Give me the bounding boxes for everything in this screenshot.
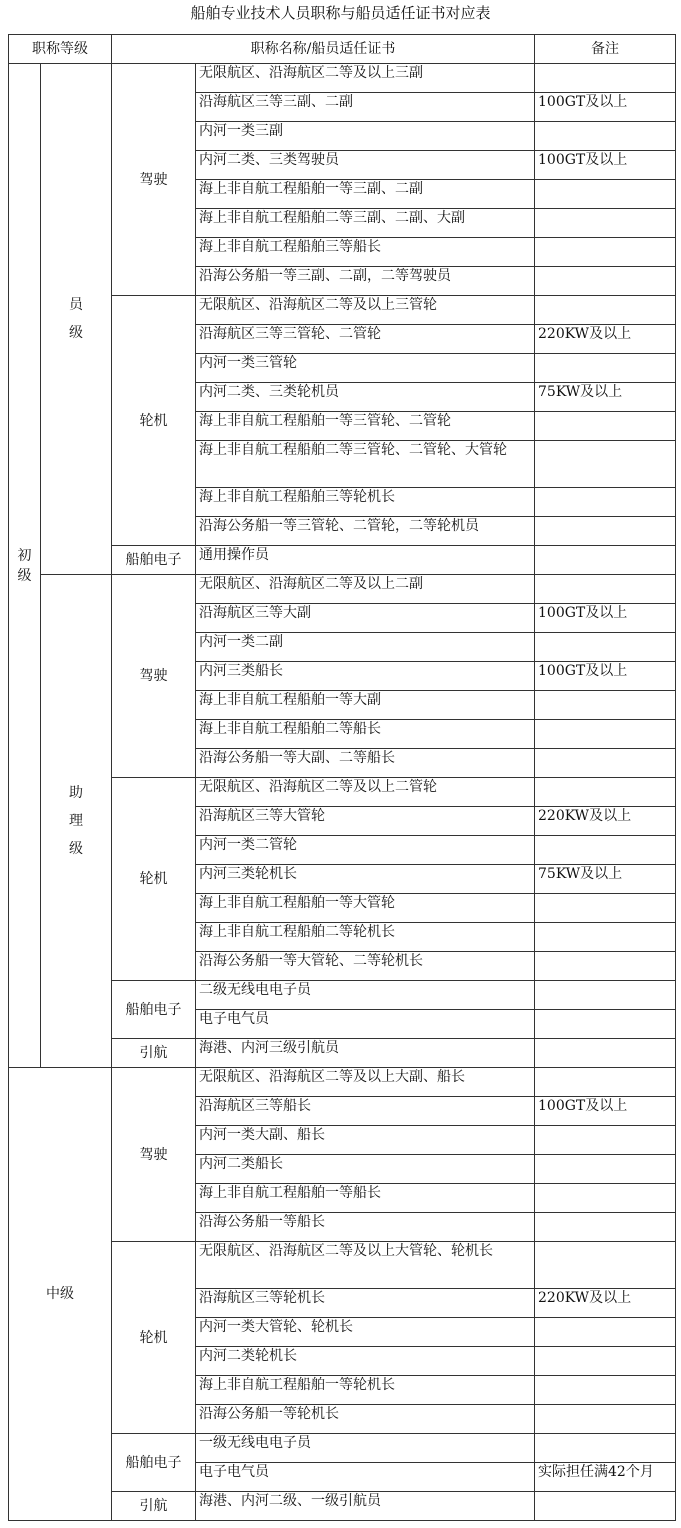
dept-dianzi: 船舶电子 bbox=[112, 1434, 196, 1492]
dept-dianzi: 船舶电子 bbox=[112, 981, 196, 1039]
note-cell bbox=[535, 981, 676, 1010]
note-cell bbox=[535, 238, 676, 267]
cert-cell: 海上非自航工程船舶一等三副、二副 bbox=[196, 180, 535, 209]
header-cert: 职称名称/船员适任证书 bbox=[112, 35, 535, 64]
cert-cell: 沿海公务船一等三副、二副，二等驾驶员 bbox=[196, 267, 535, 296]
cert-cell: 内河一类大副、船长 bbox=[196, 1126, 535, 1155]
note-cell bbox=[535, 923, 676, 952]
cert-cell: 海上非自航工程船舶二等三管轮、二管轮、大管轮 bbox=[196, 441, 535, 488]
cert-cell: 沿海航区三等船长 bbox=[196, 1097, 535, 1126]
note-cell bbox=[535, 836, 676, 865]
dept-lunji: 轮机 bbox=[112, 296, 196, 546]
note-cell: 220KW及以上 bbox=[535, 1289, 676, 1318]
dept-dianzi: 船舶电子 bbox=[112, 546, 196, 575]
note-cell bbox=[535, 1213, 676, 1242]
cert-cell: 内河三类轮机长 bbox=[196, 865, 535, 894]
cert-cell: 无限航区、沿海航区二等及以上三管轮 bbox=[196, 296, 535, 325]
cert-cell: 沿海公务船一等船长 bbox=[196, 1213, 535, 1242]
dept-jiashi: 驾驶 bbox=[112, 1068, 196, 1242]
cert-cell: 通用操作员 bbox=[196, 546, 535, 575]
note-cell bbox=[535, 1068, 676, 1097]
dept-yinhang: 引航 bbox=[112, 1039, 196, 1068]
cert-cell: 海上非自航工程船舶三等船长 bbox=[196, 238, 535, 267]
note-cell bbox=[535, 1492, 676, 1521]
note-cell bbox=[535, 894, 676, 923]
cert-cell: 内河二类、三类驾驶员 bbox=[196, 151, 535, 180]
dept-yinhang: 引航 bbox=[112, 1492, 196, 1521]
header-level: 职称等级 bbox=[9, 35, 112, 64]
note-cell bbox=[535, 180, 676, 209]
cert-table bbox=[8, 34, 676, 1521]
cert-cell: 海上非自航工程船舶一等船长 bbox=[196, 1184, 535, 1213]
note-cell bbox=[535, 1242, 676, 1289]
note-cell: 100GT及以上 bbox=[535, 1097, 676, 1126]
note-cell bbox=[535, 691, 676, 720]
cert-cell: 海上非自航工程船舶二等三副、二副、大副 bbox=[196, 209, 535, 238]
level-chuji: 初级 bbox=[9, 64, 41, 1068]
dept-lunji: 轮机 bbox=[112, 778, 196, 981]
note-cell bbox=[535, 1155, 676, 1184]
note-cell bbox=[535, 1126, 676, 1155]
note-cell: 100GT及以上 bbox=[535, 604, 676, 633]
cert-cell: 沿海航区三等大管轮 bbox=[196, 807, 535, 836]
note-cell bbox=[535, 778, 676, 807]
level-zhuliji: 助理级 bbox=[41, 575, 112, 1068]
cert-cell: 沿海公务船一等大管轮、二等轮机长 bbox=[196, 952, 535, 981]
note-cell bbox=[535, 488, 676, 517]
dept-lunji: 轮机 bbox=[112, 1242, 196, 1434]
note-cell bbox=[535, 267, 676, 296]
note-cell: 220KW及以上 bbox=[535, 807, 676, 836]
cert-cell: 二级无线电电子员 bbox=[196, 981, 535, 1010]
cert-cell: 内河一类三副 bbox=[196, 122, 535, 151]
note-cell bbox=[535, 1434, 676, 1463]
dept-jiashi: 驾驶 bbox=[112, 64, 196, 296]
note-cell bbox=[535, 546, 676, 575]
cert-cell: 海上非自航工程船舶一等三管轮、二管轮 bbox=[196, 412, 535, 441]
note-cell bbox=[535, 1376, 676, 1405]
note-cell: 100GT及以上 bbox=[535, 151, 676, 180]
note-cell: 75KW及以上 bbox=[535, 383, 676, 412]
cert-cell: 沿海航区三等大副 bbox=[196, 604, 535, 633]
header-note: 备注 bbox=[535, 35, 676, 64]
note-cell: 100GT及以上 bbox=[535, 93, 676, 122]
cert-cell: 海上非自航工程船舶二等轮机长 bbox=[196, 923, 535, 952]
cert-cell: 海上非自航工程船舶一等大管轮 bbox=[196, 894, 535, 923]
cert-cell: 内河一类二副 bbox=[196, 633, 535, 662]
cert-cell: 沿海公务船一等大副、二等船长 bbox=[196, 749, 535, 778]
page-title: 船舶专业技术人员职称与船员适任证书对应表 bbox=[190, 4, 491, 22]
cert-cell: 海上非自航工程船舶一等轮机长 bbox=[196, 1376, 535, 1405]
note-cell bbox=[535, 122, 676, 151]
cert-cell: 海上非自航工程船舶三等轮机长 bbox=[196, 488, 535, 517]
cert-cell: 无限航区、沿海航区二等及以上三副 bbox=[196, 64, 535, 93]
cert-cell: 内河二类、三类轮机员 bbox=[196, 383, 535, 412]
table-row bbox=[9, 64, 676, 93]
table-header-row bbox=[9, 35, 676, 64]
note-cell bbox=[535, 1039, 676, 1068]
cert-cell: 无限航区、沿海航区二等及以上二管轮 bbox=[196, 778, 535, 807]
cert-cell: 内河一类二管轮 bbox=[196, 836, 535, 865]
cert-cell: 海港、内河三级引航员 bbox=[196, 1039, 535, 1068]
note-cell bbox=[535, 296, 676, 325]
level-yuanji: 员级 bbox=[41, 64, 112, 575]
note-cell bbox=[535, 209, 676, 238]
note-cell bbox=[535, 720, 676, 749]
note-cell bbox=[535, 517, 676, 546]
cert-cell: 沿海航区三等三管轮、二管轮 bbox=[196, 325, 535, 354]
note-cell bbox=[535, 354, 676, 383]
cert-cell: 沿海航区三等三副、二副 bbox=[196, 93, 535, 122]
level-zhongji: 中级 bbox=[9, 1068, 112, 1521]
note-cell: 75KW及以上 bbox=[535, 865, 676, 894]
note-cell: 100GT及以上 bbox=[535, 662, 676, 691]
cert-cell: 无限航区、沿海航区二等及以上大副、船长 bbox=[196, 1068, 535, 1097]
note-cell bbox=[535, 412, 676, 441]
cert-cell: 无限航区、沿海航区二等及以上二副 bbox=[196, 575, 535, 604]
note-cell bbox=[535, 1405, 676, 1434]
note-cell bbox=[535, 575, 676, 604]
cert-cell: 沿海航区三等轮机长 bbox=[196, 1289, 535, 1318]
cert-cell: 沿海公务船一等三管轮、二管轮，二等轮机员 bbox=[196, 517, 535, 546]
note-cell: 实际担任满42个月 bbox=[535, 1463, 676, 1492]
table-row bbox=[9, 575, 676, 604]
cert-cell: 海上非自航工程船舶一等大副 bbox=[196, 691, 535, 720]
table-row bbox=[9, 1068, 676, 1097]
note-cell bbox=[535, 952, 676, 981]
cert-cell: 无限航区、沿海航区二等及以上大管轮、轮机长 bbox=[196, 1242, 535, 1289]
note-cell bbox=[535, 1010, 676, 1039]
note-cell: 220KW及以上 bbox=[535, 325, 676, 354]
cert-cell: 海港、内河二级、一级引航员 bbox=[196, 1492, 535, 1521]
cert-cell: 一级无线电电子员 bbox=[196, 1434, 535, 1463]
note-cell bbox=[535, 64, 676, 93]
note-cell bbox=[535, 633, 676, 662]
note-cell bbox=[535, 1184, 676, 1213]
cert-cell: 电子电气员 bbox=[196, 1463, 535, 1492]
note-cell bbox=[535, 441, 676, 488]
cert-cell: 海上非自航工程船舶二等船长 bbox=[196, 720, 535, 749]
cert-cell: 沿海公务船一等轮机长 bbox=[196, 1405, 535, 1434]
cert-cell: 内河一类三管轮 bbox=[196, 354, 535, 383]
cert-cell: 内河一类大管轮、轮机长 bbox=[196, 1318, 535, 1347]
cert-cell: 内河二类轮机长 bbox=[196, 1347, 535, 1376]
dept-jiashi: 驾驶 bbox=[112, 575, 196, 778]
note-cell bbox=[535, 1347, 676, 1376]
cert-cell: 内河三类船长 bbox=[196, 662, 535, 691]
cert-cell: 电子电气员 bbox=[196, 1010, 535, 1039]
cert-cell: 内河二类船长 bbox=[196, 1155, 535, 1184]
note-cell bbox=[535, 749, 676, 778]
note-cell bbox=[535, 1318, 676, 1347]
